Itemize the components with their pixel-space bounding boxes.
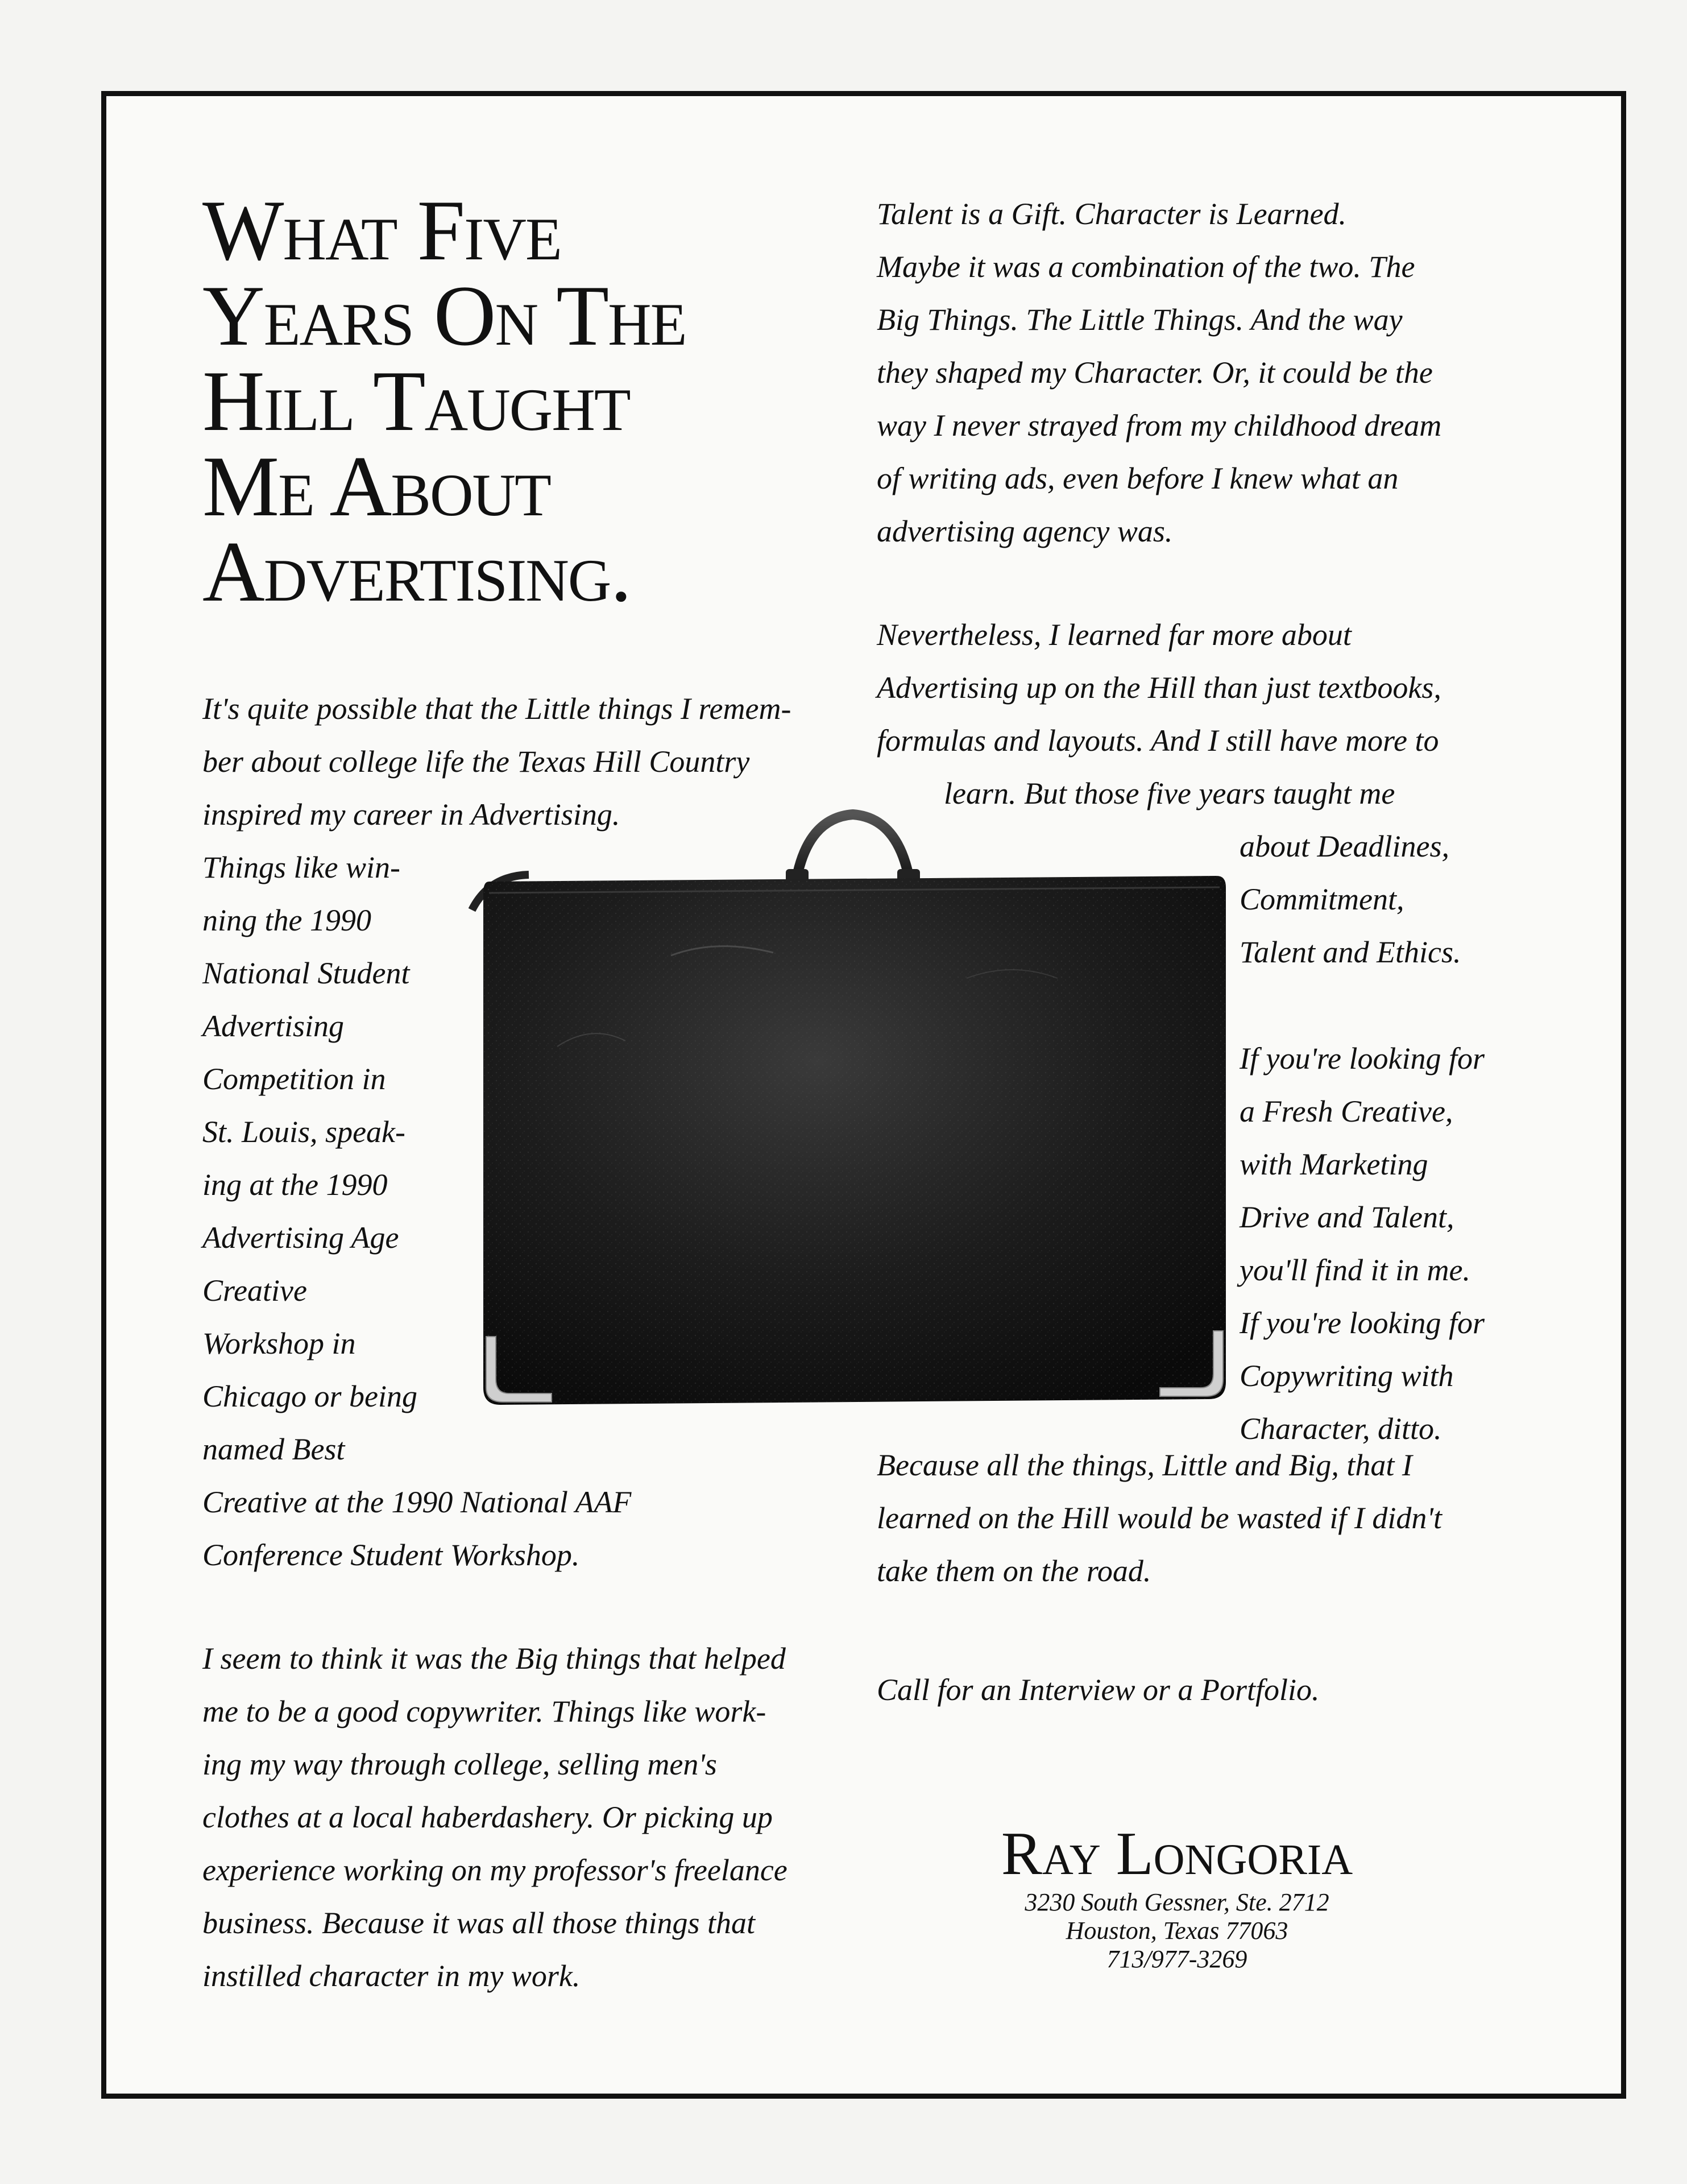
- headline-line: Me About: [202, 439, 550, 534]
- big-things-line: clothes at a local haberdashery. Or picking up: [202, 1800, 773, 1834]
- wrap-line: Creative: [202, 1273, 307, 1308]
- nevertheless-line: Nevertheless, I learned far more about: [877, 618, 1352, 652]
- because-line: learned on the Hill would be wasted if I didn't: [877, 1501, 1442, 1535]
- looking-line: Drive and Talent,: [1240, 1200, 1454, 1234]
- wrap-line: Workshop in: [202, 1326, 356, 1360]
- big-things-paragraph: [202, 1632, 787, 2003]
- headline-line: What Five: [202, 183, 561, 278]
- deadlines-line: Commitment,: [1240, 882, 1404, 916]
- talent-line: they shaped my Character. Or, it could be the: [877, 355, 1433, 390]
- looking-line: with Marketing: [1240, 1147, 1428, 1181]
- headline-line: Hill Taught: [202, 353, 630, 449]
- big-things-line: business. Because it was all those things that: [202, 1906, 755, 1940]
- wrap-line: St. Louis, speak-: [202, 1115, 405, 1149]
- wrap-line: named Best: [202, 1432, 345, 1466]
- wrap-line: Advertising Age: [202, 1221, 399, 1255]
- call-line: Call for an Interview or a Portfolio.: [877, 1673, 1320, 1707]
- wrap-line: Competition in: [202, 1062, 386, 1096]
- wrap-end-line: Conference Student Workshop.: [202, 1538, 580, 1572]
- address-line-1: 3230 South Gessner, Ste. 2712: [1025, 1888, 1329, 1916]
- talent-line: Maybe it was a combination of the two. The: [877, 250, 1415, 284]
- wrap-line: Advertising: [202, 1009, 344, 1043]
- intro-line: ber about college life the Texas Hill Country: [202, 744, 750, 779]
- signature-name: Ray Longoria: [1001, 1820, 1353, 1888]
- talent-line: advertising agency was.: [877, 514, 1173, 548]
- big-things-line: ing my way through college, selling men's: [202, 1747, 717, 1781]
- wrap-line: ning the 1990: [202, 903, 371, 937]
- big-things-line: I seem to think it was the Big things that helped: [202, 1641, 786, 1676]
- wrap-line: National Student: [202, 956, 410, 990]
- headline-line: Years On The: [202, 268, 686, 363]
- nevertheless-line: Advertising up on the Hill than just textbooks,: [877, 671, 1441, 705]
- big-things-line: me to be a good copywriter. Things like work-: [202, 1694, 766, 1728]
- learn-line: learn. But those five years taught me: [944, 776, 1395, 810]
- briefcase-icon: [455, 808, 1240, 1422]
- intro-line: inspired my career in Advertising.: [202, 797, 620, 832]
- talent-paragraph: [877, 188, 1441, 558]
- deadlines-paragraph: [1240, 820, 1461, 979]
- wrap-end-paragraph: [202, 1476, 631, 1582]
- talent-line: Talent is a Gift. Character is Learned.: [877, 197, 1347, 231]
- because-line: Because all the things, Little and Big, that I: [877, 1448, 1412, 1482]
- nevertheless-paragraph: [877, 609, 1441, 767]
- looking-line: Character, ditto.: [1240, 1412, 1442, 1446]
- because-line: take them on the road.: [877, 1554, 1151, 1588]
- looking-line: a Fresh Creative,: [1240, 1094, 1453, 1128]
- phone-number: 713/977-3269: [1106, 1945, 1247, 1973]
- big-things-line: instilled character in my work.: [202, 1959, 581, 1993]
- wrap-end-line: Creative at the 1990 National AAF: [202, 1485, 632, 1519]
- big-things-line: experience working on my professor's freelance: [202, 1853, 787, 1887]
- because-paragraph: [877, 1439, 1442, 1598]
- talent-line: way I never strayed from my childhood dream: [877, 408, 1442, 442]
- headline: [202, 183, 885, 619]
- call-paragraph: [877, 1664, 1320, 1716]
- nevertheless-line: formulas and layouts. And I still have more to: [877, 723, 1439, 758]
- deadlines-line: Talent and Ethics.: [1240, 935, 1461, 969]
- address-line-2: Houston, Texas 77063: [1066, 1917, 1288, 1945]
- wrap-line: Chicago or being: [202, 1379, 417, 1413]
- wrap-paragraph: [202, 841, 417, 1476]
- deadlines-line: about Deadlines,: [1240, 829, 1449, 863]
- talent-line: of writing ads, even before I knew what an: [877, 461, 1399, 495]
- talent-line: Big Things. The Little Things. And the way: [877, 303, 1403, 337]
- intro-line: It's quite possible that the Little things I remem-: [202, 692, 791, 726]
- signature-block: [887, 1820, 1467, 1974]
- wrap-line: Things like win-: [202, 850, 400, 884]
- looking-paragraph: [1240, 1032, 1485, 1455]
- looking-line: If you're looking for: [1240, 1306, 1485, 1340]
- looking-line: If you're looking for: [1240, 1041, 1485, 1076]
- headline-line: Advertising.: [202, 524, 631, 619]
- wrap-line: ing at the 1990: [202, 1168, 388, 1202]
- looking-line: you'll find it in me.: [1240, 1253, 1471, 1287]
- looking-line: Copywriting with: [1240, 1359, 1454, 1393]
